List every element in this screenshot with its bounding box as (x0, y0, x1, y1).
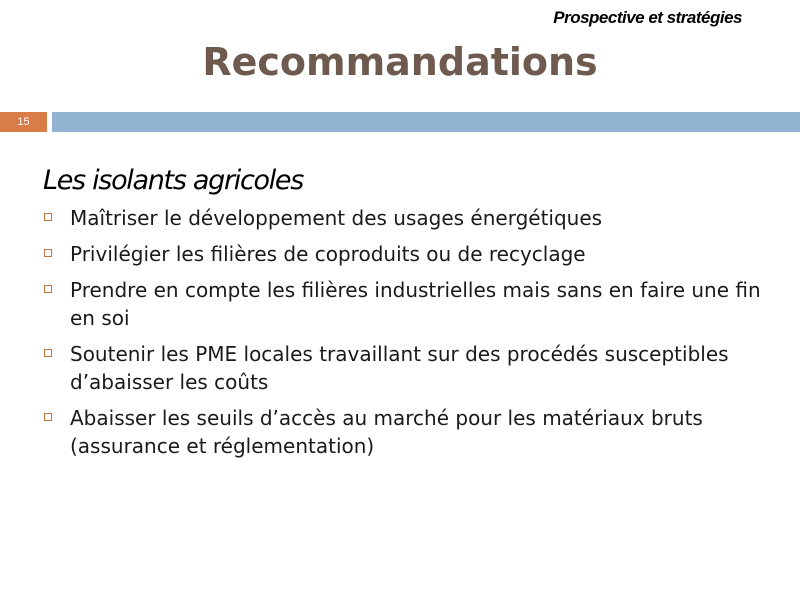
slide-number: 15 (0, 112, 47, 132)
bullet-item (43, 204, 763, 232)
bullet-list (43, 204, 763, 460)
bullet-text: Prendre en compte les filières industrielles mais sans en faire une fin en soi (70, 278, 761, 330)
bullet-text: Soutenir les PME locales travaillant sur des procédés susceptibles d’abaisser les coûts (70, 342, 729, 394)
square-bullet-icon (44, 249, 52, 257)
slide-content (43, 164, 763, 468)
title-rule-bar (52, 112, 800, 132)
bullet-item (43, 404, 763, 460)
square-bullet-icon (44, 285, 52, 293)
bullet-item (43, 340, 763, 396)
section-heading: Les isolants agricoles (43, 165, 304, 196)
bullet-text: Privilégier les filières de coproduits ou de recyclage (70, 242, 586, 266)
slide-title: Recommandations (202, 40, 598, 84)
bullet-item (43, 276, 763, 332)
square-bullet-icon (44, 413, 52, 421)
square-bullet-icon (44, 213, 52, 221)
bullet-item (43, 240, 763, 268)
bullet-text: Abaisser les seuils d’accès au marché pour les matériaux bruts (assurance et réglementation) (70, 406, 703, 458)
header-tag: Prospective et stratégies (553, 8, 742, 27)
square-bullet-icon (44, 349, 52, 357)
bullet-text: Maîtriser le développement des usages énergétiques (70, 206, 603, 230)
